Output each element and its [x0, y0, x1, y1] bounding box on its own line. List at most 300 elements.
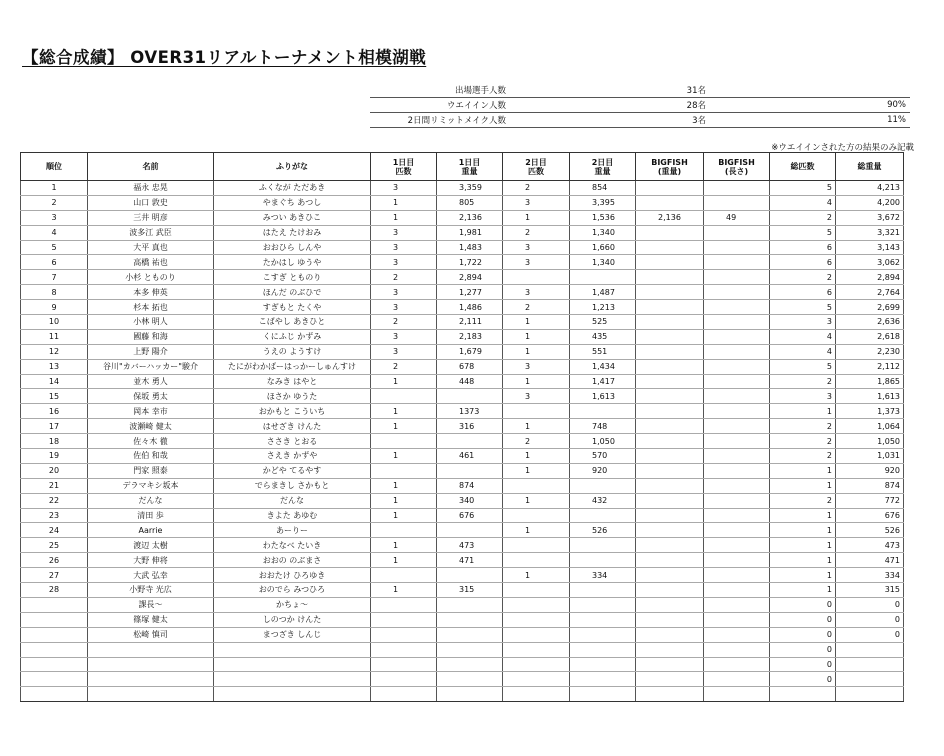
day2-weight-cell [570, 538, 636, 553]
day2-weight-cell: 1,660 [570, 240, 636, 255]
table-row [21, 478, 904, 493]
day2-weight-cell: 1,213 [570, 300, 636, 315]
rank-cell: 4 [21, 225, 88, 240]
day2-weight-cell: 1,613 [570, 389, 636, 404]
day1-count-cell: 2 [371, 359, 437, 374]
total-weight-cell: 473 [836, 538, 904, 553]
furigana-cell: さえき かずや [214, 449, 371, 464]
total-count-cell: 6 [770, 240, 836, 255]
column-header: BIGFISH (長さ) [704, 153, 770, 181]
total-weight-cell: 4,200 [836, 195, 904, 210]
day1-weight-cell [437, 463, 503, 478]
total-count-cell: 1 [770, 508, 836, 523]
furigana-cell: はたえ たけおみ [214, 225, 371, 240]
name-cell: 岡本 幸市 [88, 404, 214, 419]
column-header: BIGFISH (重量) [636, 153, 704, 181]
day2-weight-cell: 1,536 [570, 210, 636, 225]
name-cell [88, 672, 214, 687]
day1-weight-cell: 471 [437, 553, 503, 568]
bigfish-weight-cell [636, 523, 704, 538]
day2-count-cell [503, 270, 570, 285]
name-cell: 清田 歩 [88, 508, 214, 523]
bigfish-length-cell [704, 568, 770, 583]
bigfish-weight-cell [636, 329, 704, 344]
bigfish-length-cell [704, 434, 770, 449]
total-weight-cell: 2,112 [836, 359, 904, 374]
bigfish-weight-cell [636, 449, 704, 464]
day1-weight-cell [437, 672, 503, 687]
day1-weight-cell [437, 612, 503, 627]
furigana-cell: しのつか けんた [214, 612, 371, 627]
table-row [21, 672, 904, 687]
name-cell: 並木 勇人 [88, 374, 214, 389]
column-header: 2日目 重量 [570, 153, 636, 181]
day2-weight-cell: 551 [570, 344, 636, 359]
day2-weight-cell: 854 [570, 181, 636, 196]
day2-weight-cell: 570 [570, 449, 636, 464]
furigana-cell: なみき はやと [214, 374, 371, 389]
bigfish-length-cell [704, 344, 770, 359]
total-count-cell: 1 [770, 553, 836, 568]
bigfish-weight-cell [636, 285, 704, 300]
day2-count-cell: 1 [503, 315, 570, 330]
column-header: 総重量 [836, 153, 904, 181]
total-weight-cell: 2,764 [836, 285, 904, 300]
bigfish-weight-cell [636, 374, 704, 389]
day2-weight-cell [570, 642, 636, 657]
name-cell: 松崎 慎司 [88, 627, 214, 642]
bigfish-length-cell [704, 404, 770, 419]
day2-count-cell [503, 642, 570, 657]
day2-weight-cell: 748 [570, 419, 636, 434]
day1-count-cell: 1 [371, 449, 437, 464]
day2-weight-cell: 1,434 [570, 359, 636, 374]
furigana-cell: おのでら みつひろ [214, 583, 371, 598]
bigfish-weight-cell [636, 553, 704, 568]
day1-count-cell [371, 627, 437, 642]
total-weight-cell: 4,213 [836, 181, 904, 196]
rank-cell [21, 597, 88, 612]
day2-count-cell: 1 [503, 329, 570, 344]
bigfish-weight-cell [636, 434, 704, 449]
day2-weight-cell: 1,487 [570, 285, 636, 300]
total-count-cell [770, 687, 836, 702]
bigfish-weight-cell: 2,136 [636, 210, 704, 225]
day1-count-cell [371, 672, 437, 687]
total-weight-cell: 920 [836, 463, 904, 478]
table-row [21, 270, 904, 285]
day2-count-cell [503, 553, 570, 568]
total-count-cell: 1 [770, 523, 836, 538]
rank-cell: 3 [21, 210, 88, 225]
bigfish-weight-cell [636, 404, 704, 419]
total-count-cell: 2 [770, 449, 836, 464]
day1-weight-cell [437, 597, 503, 612]
total-count-cell: 2 [770, 493, 836, 508]
table-row [21, 449, 904, 464]
column-header: 順位 [21, 153, 88, 181]
day1-count-cell [371, 523, 437, 538]
rank-cell: 26 [21, 553, 88, 568]
summary-label: 2日間リミットメイク人数 [370, 113, 510, 128]
furigana-cell: おおたけ ひろゆき [214, 568, 371, 583]
day1-weight-cell: 805 [437, 195, 503, 210]
day2-weight-cell: 526 [570, 523, 636, 538]
table-row [21, 419, 904, 434]
day1-count-cell: 1 [371, 538, 437, 553]
day1-weight-cell: 1,486 [437, 300, 503, 315]
total-weight-cell: 1,050 [836, 434, 904, 449]
day2-count-cell: 1 [503, 523, 570, 538]
day1-weight-cell: 461 [437, 449, 503, 464]
bigfish-length-cell [704, 225, 770, 240]
total-count-cell: 5 [770, 181, 836, 196]
day2-weight-cell: 1,050 [570, 434, 636, 449]
total-weight-cell [836, 642, 904, 657]
table-row [21, 300, 904, 315]
day2-weight-cell: 435 [570, 329, 636, 344]
furigana-cell: やまぐち あつし [214, 195, 371, 210]
day1-weight-cell: 1,277 [437, 285, 503, 300]
day1-weight-cell: 874 [437, 478, 503, 493]
day1-count-cell: 3 [371, 300, 437, 315]
total-count-cell: 2 [770, 270, 836, 285]
day1-count-cell: 1 [371, 374, 437, 389]
furigana-cell: かちょ～ [214, 597, 371, 612]
day2-count-cell [503, 612, 570, 627]
day1-weight-cell: 1373 [437, 404, 503, 419]
name-cell: 福永 忠晃 [88, 181, 214, 196]
table-row [21, 285, 904, 300]
summary-row [370, 98, 910, 113]
day1-weight-cell: 316 [437, 419, 503, 434]
day2-weight-cell [570, 627, 636, 642]
day2-weight-cell: 432 [570, 493, 636, 508]
total-count-cell: 3 [770, 389, 836, 404]
furigana-cell: ほんだ のぶひで [214, 285, 371, 300]
table-row [21, 329, 904, 344]
rank-cell: 17 [21, 419, 88, 434]
bigfish-weight-cell [636, 225, 704, 240]
total-count-cell: 1 [770, 568, 836, 583]
furigana-cell: たにがわかばーはっかーしゅんすけ [214, 359, 371, 374]
total-count-cell: 1 [770, 404, 836, 419]
bigfish-weight-cell [636, 359, 704, 374]
day1-count-cell [371, 597, 437, 612]
total-weight-cell: 0 [836, 612, 904, 627]
name-cell: 大野 伸将 [88, 553, 214, 568]
rank-cell [21, 687, 88, 702]
day1-count-cell [371, 389, 437, 404]
day1-weight-cell [437, 642, 503, 657]
rank-cell: 6 [21, 255, 88, 270]
furigana-cell: かどや てるやす [214, 463, 371, 478]
day2-count-cell: 1 [503, 463, 570, 478]
bigfish-weight-cell [636, 493, 704, 508]
rank-cell: 22 [21, 493, 88, 508]
name-cell: 大武 弘幸 [88, 568, 214, 583]
total-count-cell: 2 [770, 210, 836, 225]
name-cell: 篠塚 健太 [88, 612, 214, 627]
total-weight-cell: 3,672 [836, 210, 904, 225]
furigana-cell: こすぎ とものり [214, 270, 371, 285]
table-row [21, 553, 904, 568]
day2-count-cell: 2 [503, 225, 570, 240]
table-row [21, 344, 904, 359]
furigana-cell: ふくなが ただあき [214, 181, 371, 196]
day1-count-cell [371, 434, 437, 449]
rank-cell: 15 [21, 389, 88, 404]
day1-weight-cell: 2,111 [437, 315, 503, 330]
day1-count-cell: 1 [371, 553, 437, 568]
table-row [21, 687, 904, 702]
day1-count-cell: 1 [371, 493, 437, 508]
bigfish-weight-cell [636, 195, 704, 210]
name-cell: 本多 伸英 [88, 285, 214, 300]
bigfish-length-cell [704, 642, 770, 657]
bigfish-weight-cell [636, 597, 704, 612]
day2-count-cell [503, 597, 570, 612]
total-count-cell: 4 [770, 344, 836, 359]
total-weight-cell: 1,031 [836, 449, 904, 464]
bigfish-weight-cell [636, 344, 704, 359]
rank-cell: 13 [21, 359, 88, 374]
rank-cell: 19 [21, 449, 88, 464]
bigfish-weight-cell [636, 478, 704, 493]
total-weight-cell: 3,321 [836, 225, 904, 240]
table-row [21, 404, 904, 419]
day2-count-cell: 1 [503, 419, 570, 434]
rank-cell: 14 [21, 374, 88, 389]
furigana-cell: まつざき しんじ [214, 627, 371, 642]
furigana-cell [214, 687, 371, 702]
name-cell: 課長～ [88, 597, 214, 612]
table-row [21, 374, 904, 389]
table-row [21, 538, 904, 553]
summary-value: 31名 [510, 83, 710, 98]
day1-count-cell [371, 687, 437, 702]
name-cell: だんな [88, 493, 214, 508]
furigana-cell: わたなべ たいき [214, 538, 371, 553]
bigfish-weight-cell [636, 255, 704, 270]
table-row [21, 568, 904, 583]
day2-weight-cell [570, 404, 636, 419]
name-cell: 波瀬崎 健太 [88, 419, 214, 434]
rank-cell: 1 [21, 181, 88, 196]
total-count-cell: 5 [770, 225, 836, 240]
summary-percent: 11% [710, 113, 910, 128]
furigana-cell: おおの のぶまさ [214, 553, 371, 568]
bigfish-weight-cell [636, 687, 704, 702]
bigfish-weight-cell [636, 240, 704, 255]
day2-weight-cell [570, 672, 636, 687]
day1-weight-cell [437, 389, 503, 404]
name-cell: 山口 敦史 [88, 195, 214, 210]
total-count-cell: 0 [770, 657, 836, 672]
bigfish-length-cell [704, 300, 770, 315]
total-count-cell: 1 [770, 463, 836, 478]
day1-weight-cell: 448 [437, 374, 503, 389]
day1-count-cell: 1 [371, 195, 437, 210]
day1-count-cell: 1 [371, 210, 437, 225]
day2-weight-cell [570, 478, 636, 493]
total-weight-cell: 676 [836, 508, 904, 523]
bigfish-weight-cell [636, 463, 704, 478]
total-count-cell: 2 [770, 434, 836, 449]
bigfish-length-cell [704, 181, 770, 196]
day2-count-cell [503, 478, 570, 493]
bigfish-weight-cell [636, 583, 704, 598]
rank-cell: 2 [21, 195, 88, 210]
rank-cell [21, 612, 88, 627]
furigana-cell [214, 657, 371, 672]
total-weight-cell: 772 [836, 493, 904, 508]
name-cell: 保坂 勇太 [88, 389, 214, 404]
table-row [21, 225, 904, 240]
total-count-cell: 1 [770, 583, 836, 598]
total-weight-cell: 334 [836, 568, 904, 583]
document-title: 【総合成績】 OVER31リアルトーナメント相模湖戦 [22, 48, 427, 67]
total-count-cell: 4 [770, 329, 836, 344]
bigfish-length-cell [704, 359, 770, 374]
total-weight-cell: 3,062 [836, 255, 904, 270]
bigfish-weight-cell [636, 627, 704, 642]
bigfish-length-cell [704, 478, 770, 493]
bigfish-weight-cell [636, 672, 704, 687]
day2-count-cell [503, 583, 570, 598]
total-count-cell: 0 [770, 597, 836, 612]
name-cell: 波多江 武臣 [88, 225, 214, 240]
day2-count-cell [503, 672, 570, 687]
rank-cell: 18 [21, 434, 88, 449]
day1-weight-cell: 678 [437, 359, 503, 374]
day2-weight-cell [570, 597, 636, 612]
bigfish-length-cell [704, 240, 770, 255]
summary-row [370, 113, 910, 128]
column-header: 総匹数 [770, 153, 836, 181]
bigfish-length-cell [704, 612, 770, 627]
day2-weight-cell [570, 657, 636, 672]
total-weight-cell [836, 657, 904, 672]
bigfish-weight-cell [636, 389, 704, 404]
table-row [21, 255, 904, 270]
bigfish-length-cell [704, 657, 770, 672]
day1-count-cell: 3 [371, 181, 437, 196]
furigana-cell: たかはし ゆうや [214, 255, 371, 270]
furigana-cell: みつい あきひこ [214, 210, 371, 225]
total-weight-cell: 2,636 [836, 315, 904, 330]
rank-cell [21, 627, 88, 642]
day1-weight-cell [437, 523, 503, 538]
day1-count-cell [371, 463, 437, 478]
name-cell: 杉本 拓也 [88, 300, 214, 315]
total-weight-cell: 1,613 [836, 389, 904, 404]
name-cell: 上野 陽介 [88, 344, 214, 359]
furigana-cell: ささき とおる [214, 434, 371, 449]
day1-count-cell: 3 [371, 344, 437, 359]
furigana-cell: おおひら しんや [214, 240, 371, 255]
table-row [21, 642, 904, 657]
rank-cell: 28 [21, 583, 88, 598]
name-cell: 渡辺 太樹 [88, 538, 214, 553]
day2-weight-cell: 920 [570, 463, 636, 478]
name-cell: デラマキシ坂本 [88, 478, 214, 493]
name-cell: 小杉 とものり [88, 270, 214, 285]
table-row [21, 210, 904, 225]
name-cell [88, 657, 214, 672]
total-count-cell: 5 [770, 300, 836, 315]
rank-cell [21, 672, 88, 687]
day2-count-cell [503, 538, 570, 553]
bigfish-length-cell: 49 [704, 210, 770, 225]
bigfish-length-cell [704, 687, 770, 702]
total-weight-cell: 3,143 [836, 240, 904, 255]
total-count-cell: 0 [770, 672, 836, 687]
day1-weight-cell: 1,483 [437, 240, 503, 255]
rank-cell: 10 [21, 315, 88, 330]
total-count-cell: 4 [770, 195, 836, 210]
bigfish-length-cell [704, 627, 770, 642]
day1-weight-cell [437, 627, 503, 642]
name-cell: 國藤 和海 [88, 329, 214, 344]
name-cell: 三井 明彦 [88, 210, 214, 225]
day1-count-cell: 1 [371, 583, 437, 598]
column-header: 2日目 匹数 [503, 153, 570, 181]
table-row [21, 657, 904, 672]
total-count-cell: 1 [770, 478, 836, 493]
day2-count-cell: 1 [503, 493, 570, 508]
total-count-cell: 0 [770, 627, 836, 642]
day2-count-cell: 1 [503, 344, 570, 359]
bigfish-length-cell [704, 538, 770, 553]
day2-weight-cell: 3,395 [570, 195, 636, 210]
day2-weight-cell: 1,340 [570, 225, 636, 240]
bigfish-length-cell [704, 255, 770, 270]
table-row [21, 315, 904, 330]
day1-weight-cell: 315 [437, 583, 503, 598]
day1-weight-cell: 473 [437, 538, 503, 553]
bigfish-length-cell [704, 508, 770, 523]
day1-weight-cell: 2,136 [437, 210, 503, 225]
total-weight-cell: 471 [836, 553, 904, 568]
bigfish-length-cell [704, 597, 770, 612]
table-row [21, 612, 904, 627]
day2-count-cell: 3 [503, 359, 570, 374]
day2-count-cell: 3 [503, 195, 570, 210]
day2-count-cell: 3 [503, 240, 570, 255]
day2-count-cell: 2 [503, 181, 570, 196]
rank-cell: 24 [21, 523, 88, 538]
day1-weight-cell: 3,359 [437, 181, 503, 196]
total-count-cell: 0 [770, 642, 836, 657]
day1-weight-cell: 1,722 [437, 255, 503, 270]
day1-count-cell [371, 568, 437, 583]
bigfish-weight-cell [636, 315, 704, 330]
day2-weight-cell: 334 [570, 568, 636, 583]
bigfish-length-cell [704, 329, 770, 344]
table-row [21, 195, 904, 210]
day1-count-cell: 3 [371, 240, 437, 255]
rank-cell: 9 [21, 300, 88, 315]
day1-count-cell: 1 [371, 404, 437, 419]
day1-count-cell: 2 [371, 315, 437, 330]
summary-table [370, 83, 910, 128]
rank-cell: 16 [21, 404, 88, 419]
furigana-cell: くにふじ かずみ [214, 329, 371, 344]
day2-count-cell: 2 [503, 300, 570, 315]
table-row [21, 523, 904, 538]
day1-count-cell: 1 [371, 508, 437, 523]
